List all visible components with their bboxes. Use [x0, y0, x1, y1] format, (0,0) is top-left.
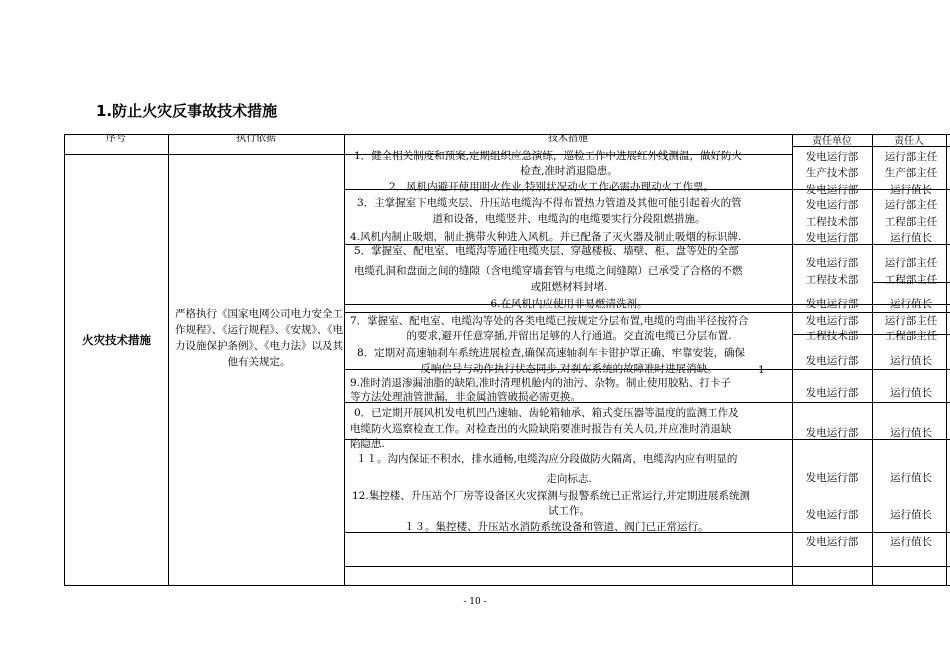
header-person: 责任人: [894, 136, 924, 147]
person-cell: 生产部主任: [884, 167, 938, 179]
page-marker: 1: [758, 364, 765, 376]
unit-cell: 发电运行部: [805, 184, 859, 196]
unit-cell: 发电运行部: [805, 355, 859, 367]
unit-cell: 工程技术部: [805, 330, 859, 342]
person-cell: 运行值长: [890, 387, 932, 399]
unit-cell: 发电运行部: [805, 315, 859, 327]
measure-line: 陷隐患.: [350, 438, 385, 450]
person-cell: 工程部主任: [884, 330, 938, 342]
header-index: 序号: [106, 134, 126, 144]
section-heading: 1.防止火灾反事故技术措施: [96, 102, 278, 120]
page-number: - 10 -: [463, 597, 487, 607]
measure-line: 检查,准时消退隐患。: [520, 165, 618, 177]
unit-cell: 发电运行部: [805, 509, 859, 521]
measure-line: 1．健全相关制度和预案,定期组织应急演练，巡检工作中进展红外线测温，做好防火: [354, 150, 743, 162]
unit-cell: 生产技术部: [805, 167, 859, 179]
category-label: 火灾技术措施: [82, 333, 151, 347]
unit-cell: 发电运行部: [805, 536, 859, 548]
unit-cell: 发电运行部: [805, 387, 859, 399]
header-basis: 执行依据: [236, 134, 276, 144]
measure-line: 5．掌握室、配电室、电缆沟等通往电缆夹层、穿越楼板、墙壁、柜、盘等处的全部: [354, 245, 739, 257]
header-measures: 技术措施: [548, 134, 588, 144]
person-cell: 运行部主任: [884, 315, 938, 327]
measure-line: 等方法处理油管泄漏，非金属油管破损必需更换。: [350, 391, 581, 403]
header-unit: 责任单位: [812, 136, 852, 147]
measure-line: 走向标志.: [546, 473, 592, 485]
person-cell: 工程部主任: [884, 274, 938, 286]
measure-line: 道和设备，电缆竖井、电缆沟的电缆要实行分段阻燃措施。: [432, 213, 706, 225]
basis-text: 严格执行《国家电网公司电力安全工作规程》、《运行规程》、《安规》、《电力设施保护条例》、《电力法》以及其他有关规定。: [175, 308, 343, 368]
measure-line: 4.风机内制止吸烟，制止携带火种进入风机。并已配备了灭火器及制止吸烟的标识牌.: [350, 231, 742, 243]
measure-line: 或阻燃材料封堵.: [530, 281, 608, 293]
unit-cell: 发电运行部: [805, 298, 859, 310]
person-cell: 运行值长: [890, 472, 932, 484]
person-cell: 工程部主任: [884, 216, 938, 228]
measure-line: 8．定期对高速轴刹车系统进展检查,确保高速轴刹车卡钳护罩正确、牢靠安装，确保: [357, 347, 746, 359]
person-cell: 运行部主任: [884, 257, 938, 269]
measure-line: 的要求,避开任意穿插,并留出足够的人行通道。交直流电缆已分层布置.: [406, 330, 732, 342]
measure-line: 9.准时消退渗漏油脂的缺陷,准时清理机舱内的油污、杂物。制止使用胶粘、打卡子: [350, 377, 731, 389]
measure-line: 电缆孔洞和盘面之间的缝隙（含电缆穿墙套管与电缆之间缝隙）已承受了合格的不燃: [354, 265, 743, 277]
unit-cell: 发电运行部: [805, 199, 859, 211]
measure-line: 7．掌握室、配电室、电缆沟等处的各类电缆已按规定分层布置,电缆的弯曲半径按符合: [350, 315, 749, 327]
measure-line: 试工作。: [548, 505, 590, 517]
measure-line: 3．主掌握室下电缆夹层、升压站电缆沟不得布置热力管道及其他可能引起着火的管: [357, 197, 742, 209]
measures-table: [64, 134, 950, 586]
unit-cell: 发电运行部: [805, 472, 859, 484]
unit-cell: 发电运行部: [805, 151, 859, 163]
unit-cell: 工程技术部: [805, 216, 859, 228]
measure-line: 电缆防火巡察检查工作。对检查出的火险缺陷要准时报告有关人员,并应准时消退缺: [350, 423, 732, 435]
measure-line: 6.在风机内应使用非易燃清洗剂。: [490, 298, 648, 310]
unit-cell: 发电运行部: [805, 257, 859, 269]
measure-line: １１。沟内保证不积水，排水通畅,电缆沟应分段做防火隔离，电缆沟内应有明显的: [356, 453, 738, 465]
person-cell: 运行值长: [890, 232, 932, 244]
measure-line: 0．已定期开展风机发电机凹凸速轴、齿轮箱轴承、箱式变压器等温度的监测工作及: [354, 407, 739, 419]
measure-line: 2．风机内避开使用明火作业,特别状况动火工作必需办理动火工作票。: [389, 181, 715, 193]
person-cell: 运行值长: [890, 355, 932, 367]
person-cell: 运行值长: [890, 427, 932, 439]
person-cell: 运行值长: [890, 536, 932, 548]
person-cell: 运行值长: [890, 184, 932, 196]
person-cell: 运行值长: [890, 509, 932, 521]
measure-line: １３。集控楼、升压站水消防系统设备和管道、阀门已正常运行。: [404, 521, 709, 533]
unit-cell: 发电运行部: [805, 427, 859, 439]
person-cell: 运行部主任: [884, 151, 938, 163]
unit-cell: 发电运行部: [805, 232, 859, 244]
measure-line: 反响信号与动作执行状态同步,对刹车系统的故障准时进展消缺。: [420, 363, 718, 375]
person-cell: 运行部主任: [884, 199, 938, 211]
unit-cell: 工程技术部: [805, 274, 859, 286]
person-cell: 运行值长: [890, 298, 932, 310]
measure-line: 12.集控楼、升压站个厂房等设备区火灾探测与报警系统已正常运行,并定期进展系统测: [352, 490, 751, 502]
